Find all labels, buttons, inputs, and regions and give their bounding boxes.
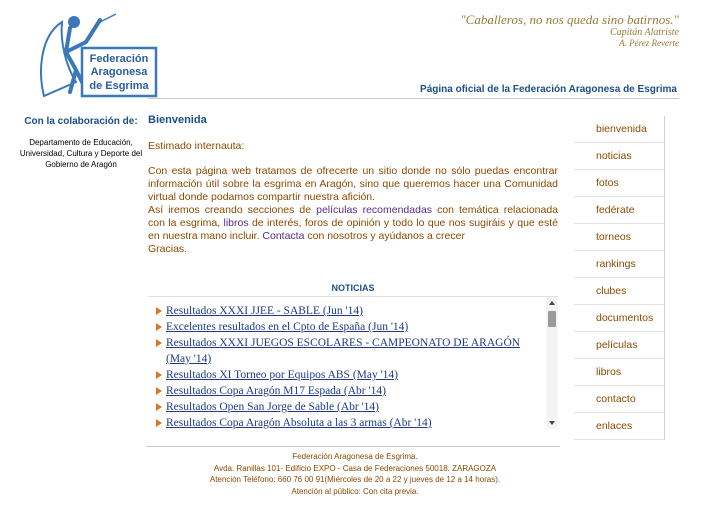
site-subtitle: Página oficial de la Federación Aragonesa de Esgrima	[420, 84, 677, 95]
federation-logo[interactable]	[36, 12, 160, 100]
nav-contacto[interactable]: contacto	[574, 386, 664, 413]
quote-author: Capitán Alatriste	[610, 27, 679, 38]
main-content	[148, 114, 558, 256]
header-quote	[460, 14, 679, 49]
quote-book-author: A. Pérez Reverte	[619, 38, 679, 48]
peliculas-link[interactable]: películas recomendadas	[316, 204, 433, 216]
nav-fotos[interactable]: fotos	[574, 170, 664, 197]
svg-text:de Esgrima: de Esgrima	[89, 80, 149, 92]
libros-link[interactable]: libros	[223, 217, 249, 229]
news-item[interactable]: Resultados Copa Aragón Absoluta a las 3 armas (Abr '14)	[156, 415, 544, 429]
news-item[interactable]: Resultados Open San Jorge de Sable (Abr '14)	[156, 399, 544, 415]
main-nav	[574, 116, 665, 440]
nav-enlaces[interactable]: enlaces	[574, 413, 664, 440]
arrow-right-icon	[156, 403, 162, 411]
greeting: Estimado internauta:	[148, 140, 245, 152]
nav-federate[interactable]: fedérate	[574, 197, 664, 224]
scroll-thumb[interactable]	[548, 311, 556, 327]
news-panel[interactable]	[148, 296, 558, 429]
arrow-right-icon	[156, 387, 162, 395]
svg-text:Aragonesa: Aragonesa	[90, 66, 148, 78]
footer	[148, 451, 562, 497]
nav-torneos[interactable]: torneos	[574, 224, 664, 251]
arrow-right-icon	[156, 419, 162, 427]
footer-org: Federación Aragonesa de Esgrima.	[292, 452, 418, 461]
news-item[interactable]: Excelentes resultados en el Cpto de España (Jun '14)	[156, 319, 544, 335]
arrow-right-icon	[156, 307, 162, 315]
nav-rankings[interactable]: rankings	[574, 251, 664, 278]
page-title: Bienvenida	[148, 114, 207, 126]
footer-divider	[146, 446, 560, 447]
nav-documentos[interactable]: documentos	[574, 305, 664, 332]
arrow-right-icon	[156, 323, 162, 331]
news-scrollbar[interactable]	[546, 297, 558, 429]
nav-noticias[interactable]: noticias	[574, 143, 664, 170]
scroll-down-icon[interactable]	[549, 421, 555, 425]
news-title: NOTICIAS	[331, 283, 375, 293]
collaboration-title: Con la colaboración de:	[24, 116, 138, 127]
nav-peliculas[interactable]: películas	[574, 332, 664, 359]
department-name[interactable]: Departamento de Educación, Universidad, Cultura y Deporte del Gobierno de Aragón	[19, 138, 143, 169]
sections-paragraph: Así iremos creando secciones de películas recomendadas con temática relacionada con la esgrima, libros de interés, foros de opinión y todo lo que nos sugiráis y que esté en nuestra mano incluir. Contacta con nosotros y ayúdanos a crecer	[148, 204, 559, 242]
fencer-logo-icon	[36, 12, 160, 100]
news-item[interactable]: Resultados Copa Aragón M17 Espada (Abr '14)	[156, 383, 544, 399]
scroll-up-icon[interactable]	[549, 301, 555, 305]
news-item[interactable]: Resultados XXXI JJEE - SABLE (Jun '14)	[156, 303, 544, 319]
collaboration-panel	[18, 116, 144, 170]
footer-hours: Atención al público: Con cita previa.	[291, 486, 419, 496]
arrow-right-icon	[156, 339, 162, 347]
news-list	[156, 303, 544, 429]
footer-address: Avda. Ranillas 101- Edificio EXPO - Casa de Federaciones 50018. ZARAGOZA	[213, 463, 497, 473]
news-item[interactable]: Resultados XI Torneo por Equipos ABS (May '14)	[156, 367, 544, 383]
svg-text:Federación: Federación	[89, 53, 149, 65]
contacta-link[interactable]: Contacta	[262, 230, 305, 242]
nav-clubes[interactable]: clubes	[574, 278, 664, 305]
header-divider	[148, 98, 679, 99]
news-item[interactable]: Resultados XXXI JUEGOS ESCOLARES - CAMPEONATO DE ARAGÓN (May '14)	[156, 335, 544, 367]
quote-text: "Caballeros, no nos queda sino batirnos."	[460, 12, 679, 27]
arrow-right-icon	[156, 371, 162, 379]
intro-paragraph: Con esta página web tratamos de ofrecerte un sitio donde no sólo puedas encontrar información útil sobre la esgrima en Aragón, sino que queremos hacer una Comunidad virtual donde podamos compartir nuestra afición.	[148, 165, 558, 203]
nav-bienvenida[interactable]: bienvenida	[574, 116, 664, 143]
footer-phone: Atención Teléfono: 660 76 00 91(Miércoles de 20 a 22 y jueves de 12 a 14 horas).	[209, 475, 501, 484]
thanks-text: Gracias.	[148, 243, 188, 255]
nav-libros[interactable]: libros	[574, 359, 664, 386]
